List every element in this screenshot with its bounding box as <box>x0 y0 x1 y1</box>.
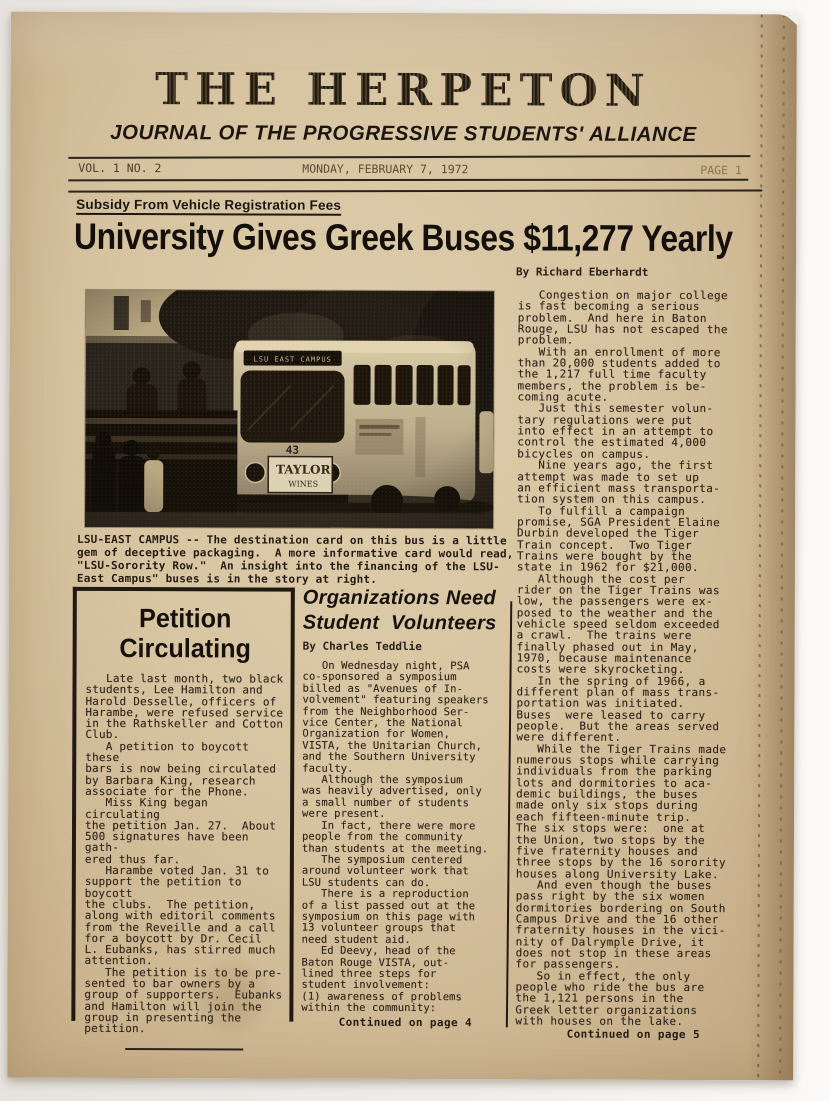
volunteers-article <box>301 586 511 1029</box>
folio-rule-top <box>68 155 750 159</box>
lead-byline: By Richard Eberhardt <box>515 265 649 279</box>
masthead-subtitle: JOURNAL OF THE PROGRESSIVE STUDENTS' ALLIANCE <box>110 120 697 147</box>
lead-body-text: Congestion on major college is fast becoming a serious problem. And here in Baton Rouge, LSU has not escaped the problem. With an enrollment of more than 20,000 students added to the 1,217 full time faculty members, the problem is be- coming acute. Just this semester volun- tary regulations were put into effect in an attempt to control the estimated 4,000 bicycles on campus. Nine years ago, the first attempt was made to set up an efficient mass transporta- tion system on this campus. To fulfill a campaign promise, SGA President Elaine Durbin developed the Tiger Train concept. Two Tiger Trains were bought by the state in 1962 for $21,000. Although the cost per rider on the Tiger Trains was low, the passengers were ex- posed to the weather and the vehicle speed seldom exceeded a crawl. The trains were finally phased out in May, 1970, because maintenance costs were skyrocketing. In the spring of 1966, a different plan of mass trans- portation was initiated. Buses were leased to carry people. But the areas served were different. While the Tiger Trains made numerous stops while carrying individuals from the parking lots and dormitories to aca- demic buildings, the buses made only six stops during each fifteen-minute trip. The six stops were: one at the Union, two stops by the five fraternity houses and three stops by the 16 sorority houses along University Lake. And even though the buses pass right by the six women dormitories bordering on South Campus Drive and the 16 other fraternity houses in the vici- nity of Dalrymple Drive, it does not stop in these areas for passengers. So in effect, the only people who ride the bus are the 1,121 persons in the Greek letter organizations with houses on the lake. <box>515 288 728 1028</box>
photo-caption: LSU-EAST CAMPUS -- The destination card on this bus is a little gem of deceptive packaging. A more informative card would read, "LSU-Sorority Row." An insight into the financing of the LSU- East Campus" buses is in the story at right. <box>76 532 514 586</box>
volunteers-byline: By Charles Teddlie <box>302 639 422 654</box>
page-number: PAGE 1 <box>700 163 742 178</box>
bus-photo-illustration <box>85 290 494 528</box>
folio-rule-mid <box>68 179 748 182</box>
kicker: Subsidy From Vehicle Registration Fees <box>76 197 341 216</box>
petition-end-rule <box>125 1048 243 1050</box>
bus-photo <box>85 290 494 528</box>
lead-article-body <box>515 289 754 1041</box>
masthead-title: THE HERPETON <box>11 68 797 115</box>
lead-continued: Continued on page 5 <box>566 1027 701 1042</box>
volunteers-continued: Continued on page 4 <box>338 1015 473 1029</box>
petition-article <box>71 587 295 1036</box>
volunteers-body: On Wednesday night, PSA co-sponsored a symposium billed as "Avenues of In- volvement" featuring speakers from the Neighborhood Ser- vice Center, the National Organization for Women, VISTA, the Unitarian Church, and the Southern University faculty. Although the symposium was heavily advertised, only a small number of students were present. In fact, there were more people from the community than students at the meeting. The symposium centered around volunteer work that LSU students can do. There is a reproduction of a list passed out at the symposium on this page with 13 volunteer groups that need student aid. Ed Deevy, head of the Baton Rouge VISTA, out- lined three steps for student involvement: (1) awareness of problems within the community: <box>301 659 489 1015</box>
folio-rule-bottom <box>68 189 762 192</box>
folio-line <box>10 160 796 178</box>
petition-body: Late last month, two black students, Lee Hamilton and Harold Desselle, officers of Harambe, were refused service in the Rathskeller and Cotton Club. A petition to boycott these bars is now being circulated by Barbara King, research associate for the Phone. Miss King began circulating the petition Jan. 27. About 500 signatures have been gath- ered thus far. Harambe voted Jan. 31 to support the petition to boycott the clubs. The petition, along with editoril comments from the Reveille and a call for a boycott by Dr. Cecil L. Eubanks, has stirred much attention. The petition is to be pre- sented to bar owners by a group of supporters. Eubanks and Hamilton will join the group in presenting the petition. <box>84 671 284 1036</box>
petition-title: Petition Circulating <box>119 603 251 664</box>
lead-headline: University Gives Greek Buses $11,277 Yearly <box>74 215 733 260</box>
volunteers-title: Organizations Need Student Volunteers <box>302 586 497 635</box>
newspaper-page <box>7 12 797 1081</box>
issue-date: MONDAY, FEBRUARY 7, 1972 <box>302 161 469 177</box>
volume-number: VOL. 1 NO. 2 <box>78 160 162 176</box>
stitched-edge <box>749 14 797 1080</box>
